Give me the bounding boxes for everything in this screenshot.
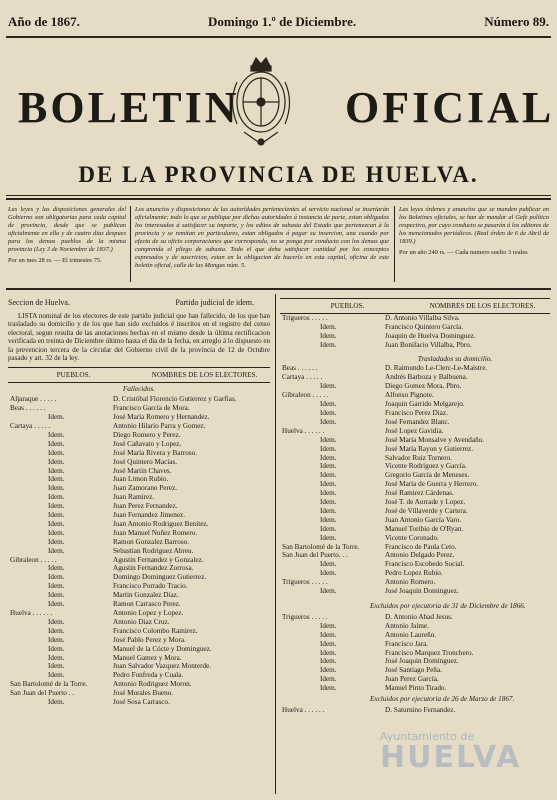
table-row [280, 454, 550, 463]
notice-center-text: Los anuncios y disposiciones de las autoridades pertenecientes al servicio nacional se insertarán oficialmente; todo lo que se publique por dichas autoridades á instancia de parte, estan obligados los interesados á satisfacer su importe, y los editos de subasta del Estado que pertenezcan á la provincia y se remitan en particulares, estan obligados á pagar su insercion, una cuando por efecto de su oficio corporaciones que corresponda, no se ponga por conducto con los demas que comprenda el pliego de subasta. Todo el que deba satisfacer cantidad por los conceptos espresados y de suscricion, estan en la obligacion de hacerlo en esta capital, oficina de este boletín oficial, calle de las Mongas núm. 5. [135, 206, 389, 269]
notice-right-price: Por un año 240 rs. — Cada numero suelto 3 reales [399, 249, 528, 256]
elector-name: Antonio Laureño. [385, 630, 437, 639]
town-name: Idem. [48, 591, 65, 600]
town-name: Idem. [48, 635, 65, 644]
elector-name: Juan Manuel Nuñez Romero. [113, 528, 198, 537]
town-name: Idem. [320, 444, 337, 453]
table-row [8, 547, 270, 556]
table-row [280, 400, 550, 409]
issue-date: Domingo 1.º de Diciembre. [207, 14, 357, 29]
town-name: Aljaraque . . . . . [10, 395, 57, 404]
town-name: Idem. [48, 519, 65, 528]
town-name: Idem. [48, 546, 65, 555]
town-name: Idem. [48, 448, 65, 457]
table-row [280, 578, 550, 587]
elector-name: José Lopez Gavidia. [385, 426, 444, 435]
town-name: Idem. [320, 498, 337, 507]
district-label: Partido judicial de idem. [175, 298, 254, 307]
town-name: Idem. [320, 524, 337, 533]
elector-name: Manuel Toribio de O'Ryan. [385, 524, 464, 533]
town-name: Idem. [320, 506, 337, 515]
elector-name: D. Raimundo Le-Clerc-Le-Maistre. [385, 364, 488, 373]
town-name: Idem. [48, 502, 65, 511]
elector-name: Vicente Coronado. [385, 533, 439, 542]
left-column-heading [8, 298, 270, 308]
table-row [8, 493, 270, 502]
elector-name: Diego Gomez Mora, Pbro. [385, 382, 462, 391]
col-nombres-right: NOMBRES DE LOS ELECTORES. [429, 302, 536, 310]
elector-name: Salvador Ruiz Tornero. [385, 453, 453, 462]
table-row [280, 436, 550, 445]
elector-name: Domingo Dominguez Gutierrez. [113, 573, 207, 582]
table-row [8, 395, 270, 404]
town-name: Idem. [320, 340, 337, 349]
left-column [8, 298, 270, 707]
town-name: Idem. [48, 537, 65, 546]
elector-name: José Ramirez Cárdenas. [385, 489, 454, 498]
subtitle-rule-bottom [6, 198, 551, 200]
elector-name: Manuel Pinto Tirado. [385, 684, 447, 693]
section-label: Seccion de Huelva. [8, 298, 70, 307]
elector-name: Francisco Colombo Ramirez. [113, 626, 198, 635]
town-name: Idem. [320, 639, 337, 648]
table-row [8, 475, 270, 484]
elector-name: José María de Guerra y Herrero. [385, 480, 478, 489]
elector-name: Gregorio García de Meneses. [385, 471, 470, 480]
elector-name: José Martin Chaves. [113, 466, 172, 475]
town-name: Huelva . . . . . . [282, 426, 325, 435]
subtitle-rule-top [6, 195, 551, 196]
table-row [8, 422, 270, 431]
elector-name: Antonio Diaz Cruz. [113, 617, 170, 626]
elector-name: Francisco Marquez Tronchero. [385, 648, 474, 657]
town-name: Idem. [320, 684, 337, 693]
elector-name: José Quintero Macías. [113, 457, 178, 466]
town-name: Trigueros . . . . . [282, 313, 328, 322]
right-column [280, 298, 550, 715]
town-name: Idem. [48, 662, 65, 671]
town-name: Trigueros . . . . . [282, 578, 328, 587]
table-row [280, 498, 550, 507]
elector-name: Antonio Romero. [385, 578, 436, 587]
town-name: Idem. [48, 430, 65, 439]
watermark-line1: Ayuntamiento de [380, 730, 475, 743]
town-name: Idem. [320, 417, 337, 426]
table-row [280, 551, 550, 560]
note-excluidos-1866: Excluidos por ejecutoria de 31 de Diciembre de 1866. [370, 602, 526, 610]
town-name: Idem. [48, 653, 65, 662]
table-row [280, 391, 550, 400]
table-row [280, 706, 550, 715]
table-row [280, 525, 550, 534]
elector-name: Francisco Quintero García. [385, 322, 464, 331]
notices-rule [6, 288, 551, 290]
elector-name: Agustin Fernandez Zorrosa. [113, 564, 194, 573]
table-row [280, 587, 550, 596]
elector-name: Francisco de Paula Ceto. [385, 542, 457, 551]
town-name: Idem. [48, 484, 65, 493]
elector-name: Juan Perez García. [385, 675, 439, 684]
table-row [280, 613, 550, 622]
town-name: Idem. [320, 453, 337, 462]
notice-left [8, 206, 126, 265]
royal-crest-icon [222, 52, 300, 150]
town-name: Idem. [320, 408, 337, 417]
table-row [280, 622, 550, 631]
elector-name: Alfonso Pignote. [385, 391, 434, 400]
town-name: Idem. [320, 560, 337, 569]
town-name: Idem. [48, 511, 65, 520]
table-row [8, 413, 270, 422]
town-name: Idem. [320, 569, 337, 578]
table-row [280, 427, 550, 436]
town-name: Cartaya . . . . . [282, 373, 323, 382]
town-name: Idem. [48, 617, 65, 626]
notice-left-price: Por un mes 28 rs. — El trimestre 75. [8, 257, 102, 264]
town-name: San Bartolomé de la Torre. [10, 680, 88, 689]
table-row [280, 489, 550, 498]
elector-name: José de Villaverde y Cartera. [385, 506, 468, 515]
town-name: Idem. [48, 573, 65, 582]
elector-name: Juan Limon Rubio. [113, 475, 169, 484]
table-row [8, 609, 270, 618]
town-name: Gibraleon . . . . . [10, 555, 57, 564]
elector-name: Ramon Carrasco Perez. [113, 600, 181, 609]
elector-name: Francisco Jara. [385, 639, 429, 648]
table-row [280, 631, 550, 640]
table-row [8, 564, 270, 573]
elector-name: José Cañavato y Lopez. [113, 439, 182, 448]
elector-name: Manuel Gamez y Mora. [113, 653, 182, 662]
elector-name: D. Saturnino Fernandez. [385, 705, 456, 714]
town-name: Idem. [320, 648, 337, 657]
town-name: Beas . . . . . . [10, 404, 46, 413]
elector-name: Antonio Lopez y Lopez. [113, 609, 184, 617]
table-row [280, 675, 550, 684]
elector-name: Francisco Perez Diaz. [385, 408, 448, 417]
elector-name: Diego Romero y Perez. [113, 430, 181, 439]
table-row [280, 418, 550, 427]
table-row [8, 645, 270, 654]
table-row [280, 332, 550, 341]
town-name: Idem. [320, 400, 337, 409]
table-row [280, 373, 550, 382]
table-row [8, 458, 270, 467]
table-row [8, 627, 270, 636]
town-name: Idem. [48, 600, 65, 609]
town-name: Idem. [320, 382, 337, 391]
town-name: Beas . . . . . . [282, 364, 318, 373]
elector-name: José Morales Bueno. [113, 689, 174, 698]
elector-name: Francisco Porrado Tracio. [113, 582, 188, 591]
elector-name: Sebastian Rodriguez Abreu. [113, 546, 194, 555]
town-name: San Juan del Puerto . . [10, 689, 75, 698]
column-divider [275, 294, 276, 794]
elector-name: José Joaquin Dominguez. [385, 587, 459, 596]
town-name: San Juan del Puerto. . . [282, 551, 348, 560]
table-row [280, 516, 550, 525]
notice-divider-1 [130, 206, 131, 282]
town-name: Idem. [48, 582, 65, 591]
town-name: Idem. [48, 475, 65, 484]
elector-name: José María Romero y Hernandez. [113, 413, 210, 422]
town-name: Idem. [320, 480, 337, 489]
table-row [8, 618, 270, 627]
town-name: Idem. [320, 675, 337, 684]
table-row [8, 636, 270, 645]
table-row [280, 649, 550, 658]
table-row [280, 640, 550, 649]
notice-center [135, 206, 389, 270]
elector-name: Martin Gonzalez Diaz. [113, 591, 179, 600]
table-row [280, 445, 550, 454]
title-right: OFICIAL [345, 83, 555, 132]
elector-name: Andrés Barboza y Balbuena. [385, 373, 468, 382]
table-row [8, 431, 270, 440]
elector-name: Juan Antonio Rodriguez Benitez. [113, 519, 209, 528]
table-row [8, 404, 270, 413]
table-row [8, 680, 270, 689]
col-nombres: NOMBRES DE LOS ELECTORES. [151, 371, 258, 380]
elector-name: José María Rayon y Gutierrez. [385, 444, 474, 453]
town-name: Idem. [48, 457, 65, 466]
elector-name: Manuel de la Cócte y Dominguez. [113, 644, 212, 653]
table-row [8, 529, 270, 538]
elector-name: Joaquin de Huelva Dominguez. [385, 331, 476, 340]
table-row [280, 409, 550, 418]
town-name: Idem. [48, 671, 65, 680]
town-name: Idem. [48, 439, 65, 448]
top-rule [6, 36, 551, 38]
town-name: Idem. [320, 322, 337, 331]
table-row [8, 502, 270, 511]
table-row [280, 534, 550, 543]
table-row [8, 449, 270, 458]
town-name: Idem. [48, 528, 65, 537]
elector-name: Pedro Lopez Rubio. [385, 569, 443, 578]
table-row [8, 484, 270, 493]
table-row [280, 543, 550, 552]
table-row [8, 556, 270, 565]
town-name: Idem. [48, 644, 65, 653]
table-row [8, 662, 270, 671]
table-row [8, 671, 270, 680]
town-name: Idem. [320, 657, 337, 666]
table-row [280, 462, 550, 471]
title-left: BOLETIN [18, 83, 240, 132]
table-row [8, 582, 270, 591]
subsection-trasladados: Trasladados su domicilio. [417, 354, 493, 363]
table-row [8, 698, 270, 707]
elector-name: José María Monsalve y Avendaño. [385, 435, 485, 444]
elector-name: Juan Perez Fernandez. [113, 502, 178, 511]
list-intro-paragraph: LISTA nominal de los electores de este partido judicial que han fallecido, de los que han trasladado su domicilio y de los que han sido excluidos é inscritos en el registro del censo electoral, segun resulta de las anotaciones hechas en el mismo desde la última rectificacion verificada en treinta de Diciembre último hasta el dia de la fecha, en arreglo á lo dispuesto en la prevencion tercera de la circular del Gobierno civil de la provincia de 12 de Octubre pasado y art. 32 de la ley. [8, 312, 270, 363]
elector-name: Juan Antonio García Varo. [385, 515, 462, 524]
town-name: Cartaya . . . . . [10, 421, 51, 430]
left-table-header [8, 367, 270, 383]
notice-left-text: Las leyes y las disposiciones generales del Gobierno son obligatorias para cada capital de provincia, desde que se publican oficialmente en ella y de cuatro dias despues para los demas pueblos de la misma provincia (Ley 3 de Noviembre de 1837.) [8, 206, 126, 253]
table-row [8, 538, 270, 547]
elector-name: José T. de Aurrade y Lopez. [385, 498, 466, 507]
elector-name: Antonio Delgado Perez. [385, 551, 455, 560]
town-name: Idem. [320, 621, 337, 630]
right-elector-list-b [280, 364, 550, 596]
notice-right [399, 206, 549, 257]
table-row [280, 666, 550, 675]
table-row [280, 569, 550, 578]
table-row [8, 600, 270, 609]
table-row [8, 689, 270, 698]
table-row [8, 573, 270, 582]
elector-name: José María Rivera y Barroso. [113, 448, 198, 457]
elector-name: Juan Fernandez Jimenez. [113, 511, 186, 520]
table-row [8, 520, 270, 529]
elector-name: José Fernandez Blanc. [385, 417, 450, 426]
table-row [280, 341, 550, 350]
archive-watermark [380, 730, 521, 773]
table-row [280, 560, 550, 569]
town-name: Idem. [320, 630, 337, 639]
col-pueblos-right: PUEBLOS. [330, 302, 365, 310]
table-row [280, 314, 550, 323]
elector-name: D. Antonio Villalba Silva. [385, 313, 460, 322]
elector-name: D. Antonio Abad Jesus. [385, 612, 453, 621]
town-name: Huelva . . . . . . [282, 705, 325, 714]
elector-name: Antonio Jaime. [385, 621, 429, 630]
notice-right-text: Las leyes órdenes y anuncios que se manden publicar en los Boletines oficiales, se han de mandar al Gefe político respectivo, por cuyo conducto se pasarán á los editores de los mencionados periódicos. (Real órden de 6 de Abril de 1839.) [399, 206, 549, 245]
town-name: Idem. [48, 493, 65, 502]
elector-name: Juan Bonifacio Villalba, Pbro. [385, 340, 472, 349]
left-elector-list [8, 395, 270, 707]
table-row [8, 467, 270, 476]
table-row [8, 511, 270, 520]
elector-name: José Santiago Peña. [385, 666, 442, 675]
issue-year: Año de 1867. [8, 14, 80, 29]
town-name: Idem. [48, 698, 65, 707]
elector-name: Francisco García de Mora. [113, 404, 190, 413]
town-name: Idem. [320, 331, 337, 340]
table-row [8, 440, 270, 449]
table-row [280, 657, 550, 666]
notice-divider-2 [394, 206, 395, 282]
town-name: Idem. [320, 666, 337, 675]
elector-name: Agustin Fernandez y Gonzalez. [113, 555, 204, 564]
masthead-line [8, 14, 549, 30]
right-elector-list-a [280, 314, 550, 350]
table-row [280, 323, 550, 332]
elector-name: Antonio Rodriguez Moron. [113, 680, 192, 689]
col-pueblos: PUEBLOS. [56, 371, 91, 380]
elector-name: Juan Salvador Vazquez Monterde. [113, 662, 212, 671]
town-name: Idem. [320, 471, 337, 480]
town-name: Idem. [320, 489, 337, 498]
right-elector-list-d [280, 706, 550, 715]
right-elector-list-c [280, 613, 550, 693]
town-name: Idem. [48, 564, 65, 573]
elector-name: Juan Zamorano Perez. [113, 484, 178, 493]
town-name: Trigueros . . . . . [282, 612, 328, 621]
table-row [280, 480, 550, 489]
town-name: Idem. [320, 533, 337, 542]
subsection-fallecidos: Fallecidos. [122, 385, 156, 394]
elector-name: Francisco Escobedo Social. [385, 560, 465, 569]
town-name: Idem. [320, 435, 337, 444]
issue-number: Número 89. [484, 14, 549, 29]
elector-name: Vicente Rodriguez y García. [385, 462, 467, 471]
elector-name: Pedro Fonfreda y Cuala. [113, 671, 184, 680]
elector-name: D. Cristóbal Florencio Gutierrez y Garfias. [113, 395, 237, 404]
town-name: Idem. [48, 466, 65, 475]
watermark-line2: HUELVA [380, 740, 522, 775]
right-table-header [280, 298, 550, 314]
elector-name: Antonio Hilario Parra y Gomez. [113, 421, 206, 430]
elector-name: José Sosa Carrasco. [113, 698, 170, 707]
town-name: Idem. [320, 515, 337, 524]
publication-subtitle: DE LA PROVINCIA DE HUELVA. [78, 162, 479, 187]
elector-name: Joaquin Garrido Melgarejo. [385, 400, 465, 409]
table-row [280, 382, 550, 391]
table-row [8, 654, 270, 663]
town-name: Huelva . . . . . . [10, 609, 53, 617]
elector-name: Ramon Gonzalez Barroso. [113, 537, 190, 546]
elector-name: José Pablo Perez y Mora. [113, 635, 186, 644]
town-name: Idem. [48, 626, 65, 635]
town-name: San Bartolomé de la Torre. [282, 542, 360, 551]
town-name: Idem. [320, 587, 337, 596]
table-row [280, 684, 550, 693]
table-row [280, 471, 550, 480]
note-excluidos-1867: Excluidos por ejecutoria de 26 de Marzo de 1867. [370, 695, 515, 704]
table-row [280, 364, 550, 373]
elector-name: Juan Ramirez. [113, 493, 155, 502]
town-name: Idem. [48, 413, 65, 422]
table-row [8, 591, 270, 600]
table-row [280, 507, 550, 516]
town-name: Gibraleon . . . . . [282, 391, 329, 400]
town-name: Idem. [320, 462, 337, 471]
elector-name: José Joaquin Dominguez. [385, 657, 459, 666]
